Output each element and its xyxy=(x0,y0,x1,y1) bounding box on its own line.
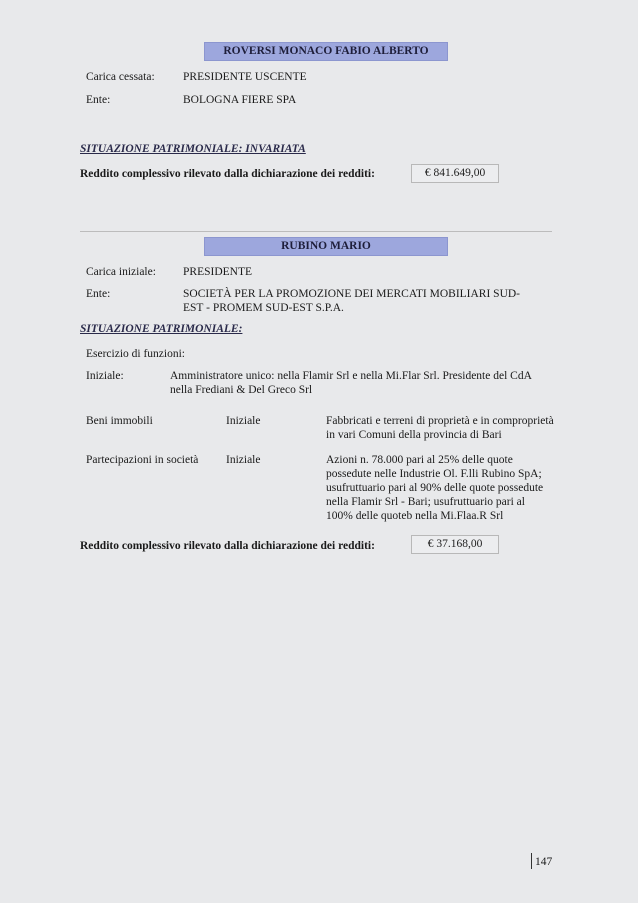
partecipazioni-desc-line5: 100% delle quoteb nella Mi.Flaa.R Srl xyxy=(326,510,504,522)
person1-carica-value: PRESIDENTE USCENTE xyxy=(183,71,307,83)
person1-name-header: ROVERSI MONACO FABIO ALBERTO xyxy=(204,42,448,61)
person2-carica-value: PRESIDENTE xyxy=(183,266,252,278)
person2-name-header: RUBINO MARIO xyxy=(204,237,448,256)
person1-reddito-value: € 841.649,00 xyxy=(411,164,499,183)
partecipazioni-desc-line1: Azioni n. 78.000 pari al 25% delle quote xyxy=(326,454,513,466)
person2-ente-value-line1: SOCIETÀ PER LA PROMOZIONE DEI MERCATI MOBILIARI SUD- xyxy=(183,288,521,300)
partecipazioni-desc-line3: usufruttuario pari al 90% delle quote possedute xyxy=(326,482,544,494)
partecipazioni-status: Iniziale xyxy=(226,454,261,466)
iniziale-text-line1: Amministratore unico: nella Flamir Srl e nella Mi.Flar Srl. Presidente del CdA xyxy=(170,370,532,382)
partecipazioni-desc-line2: possedute nelle Industrie Ol. F.lli Rubino SpA; xyxy=(326,468,542,480)
iniziale-text-line2: nella Frediani & Del Greco Srl xyxy=(170,384,313,396)
esercizio-label: Esercizio di funzioni: xyxy=(86,348,185,360)
person2-ente-label: Ente: xyxy=(86,288,111,300)
section-divider xyxy=(80,231,552,232)
page-number: 147 xyxy=(535,856,553,868)
person1-carica-label: Carica cessata: xyxy=(86,71,155,83)
person2-situazione-heading: SITUAZIONE PATRIMONIALE: xyxy=(80,323,243,335)
person2-carica-label: Carica iniziale: xyxy=(86,266,156,278)
person2-reddito-value: € 37.168,00 xyxy=(411,535,499,554)
person1-ente-label: Ente: xyxy=(86,94,111,106)
person2-ente-value-line2: EST - PROMEM SUD-EST S.P.A. xyxy=(183,302,344,314)
person1-situazione-heading: SITUAZIONE PATRIMONIALE: INVARIATA xyxy=(80,143,306,155)
person1-ente-value: BOLOGNA FIERE SPA xyxy=(183,94,297,106)
beni-immobili-status: Iniziale xyxy=(226,415,261,427)
beni-immobili-desc-line2: in vari Comuni della provincia di Bari xyxy=(326,429,502,441)
page-number-bar xyxy=(531,853,532,869)
iniziale-label: Iniziale: xyxy=(86,370,124,382)
partecipazioni-desc-line4: nella Flamir Srl - Bari; usufruttuario pari al xyxy=(326,496,525,508)
beni-immobili-label: Beni immobili xyxy=(86,415,153,427)
partecipazioni-label: Partecipazioni in società xyxy=(86,454,199,466)
person1-reddito-label: Reddito complessivo rilevato dalla dichiarazione dei redditi: xyxy=(80,168,375,180)
person2-reddito-label: Reddito complessivo rilevato dalla dichiarazione dei redditi: xyxy=(80,540,375,552)
beni-immobili-desc-line1: Fabbricati e terreni di proprietà e in comproprietà xyxy=(326,415,554,427)
